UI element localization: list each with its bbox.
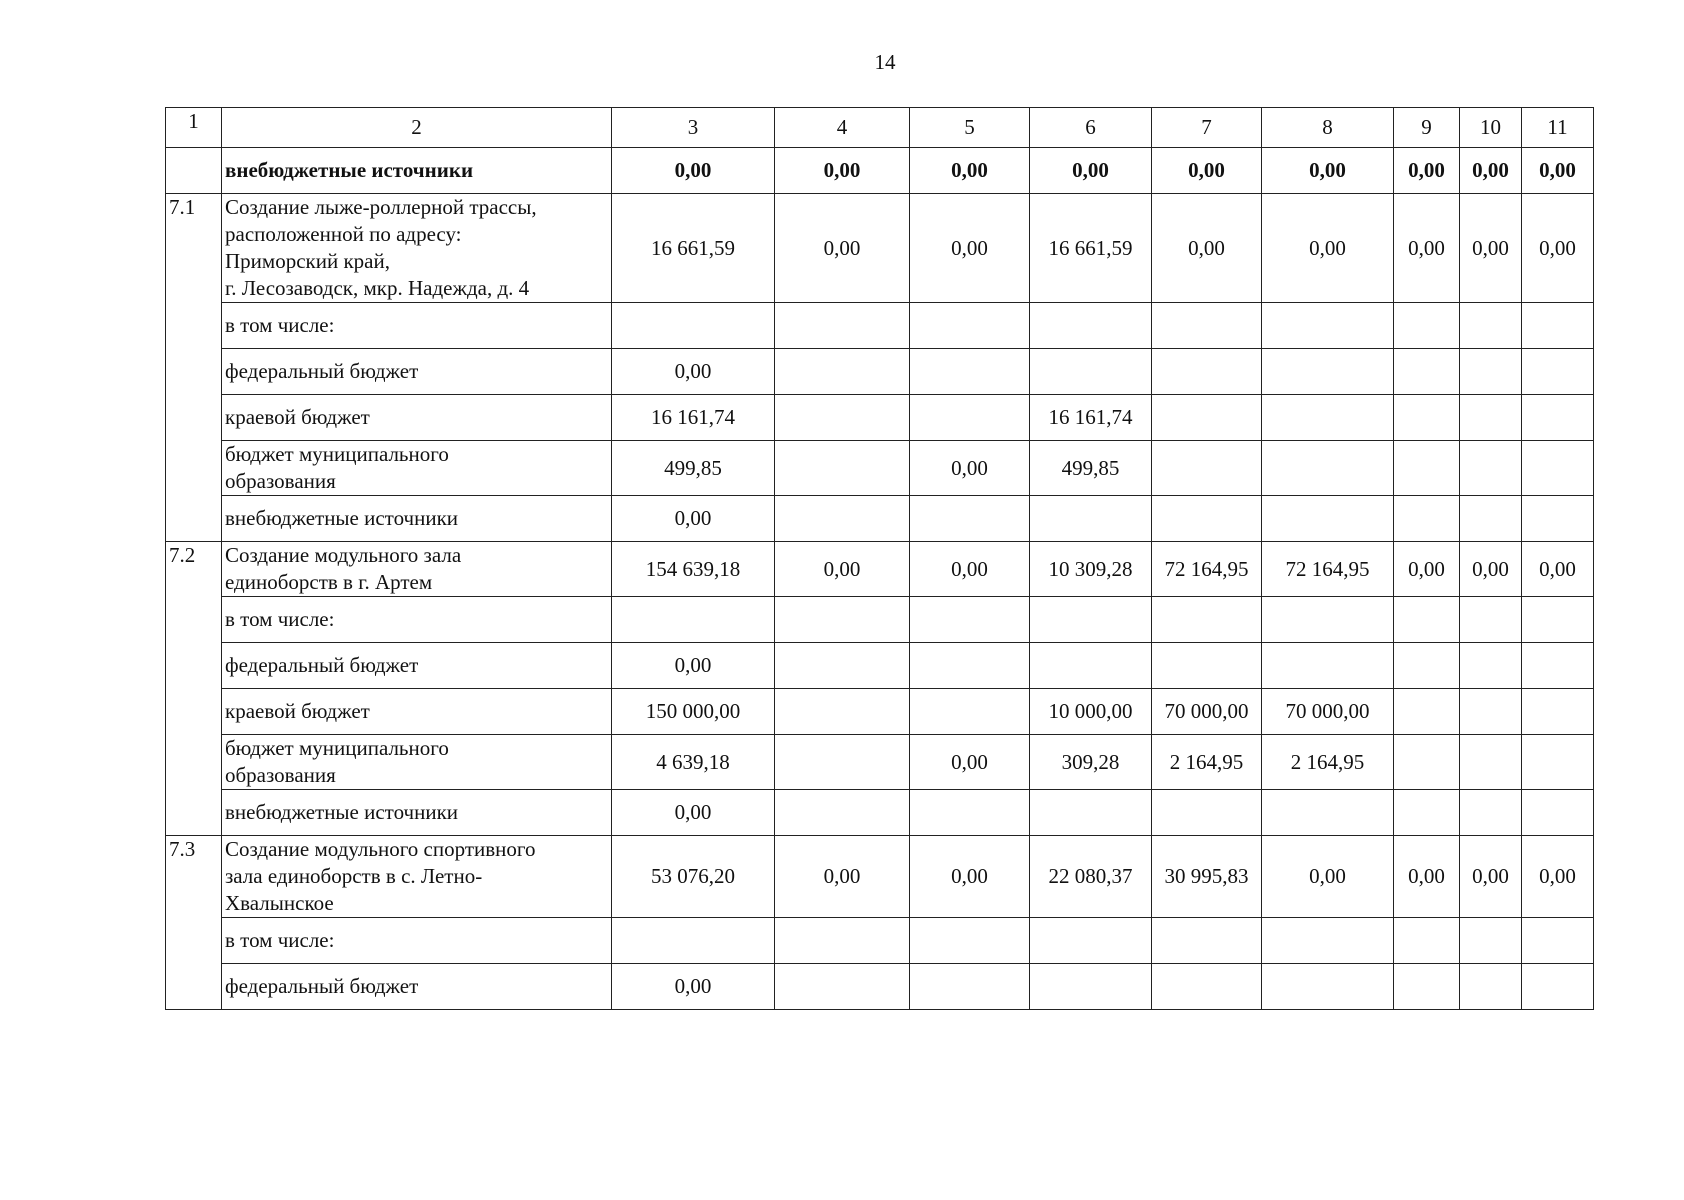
value-cell [775,441,910,496]
value-cell [1522,689,1594,735]
value-cell [1394,395,1460,441]
cell-text-line: образования [225,469,336,493]
item-row [166,542,1594,597]
value-cell [1460,918,1522,964]
item-row [166,194,1594,303]
value-cell: 0,00 [1262,836,1394,918]
value-cell [775,689,910,735]
value-cell: 0,00 [775,836,910,918]
table-row [166,148,1594,194]
cell-text-line: расположенной по адресу: [225,222,462,246]
value-cell [1030,597,1152,643]
value-cell: 0,00 [1460,836,1522,918]
sub-row [166,964,1594,1010]
sub-row [166,303,1594,349]
cell-text-line: в том числе: [225,313,335,337]
value-cell [1460,790,1522,836]
value-cell [1262,790,1394,836]
value-cell [1262,964,1394,1010]
value-cell [910,496,1030,542]
cell-text-line: Хвалынское [225,891,334,915]
value-cell: 0,00 [1152,194,1262,303]
value-cell: 0,00 [775,542,910,597]
value-cell: 0,00 [612,148,775,194]
value-cell [1394,441,1460,496]
column-header: 1 [166,108,222,148]
cell-text-line: в том числе: [225,928,335,952]
value-cell [910,964,1030,1010]
value-cell [1460,643,1522,689]
value-cell [1030,349,1152,395]
value-cell [1262,597,1394,643]
column-header: 5 [910,108,1030,148]
sub-row [166,349,1594,395]
value-cell: 0,00 [1460,194,1522,303]
value-cell: 10 000,00 [1030,689,1152,735]
value-cell [1030,918,1152,964]
value-cell [1522,349,1594,395]
value-cell: 154 639,18 [612,542,775,597]
item-name [222,194,612,303]
value-cell [1522,496,1594,542]
cell-text-line: краевой бюджет [225,699,370,723]
value-cell [910,790,1030,836]
value-cell [1460,349,1522,395]
cell-text-line: Создание лыже-роллерной трассы, [225,195,537,219]
value-cell [775,735,910,790]
value-cell [775,790,910,836]
value-cell [910,689,1030,735]
value-cell: 70 000,00 [1262,689,1394,735]
value-cell [1262,496,1394,542]
header-row [166,108,1594,148]
value-cell [1262,918,1394,964]
cell-text-line: внебюджетные источники [225,506,459,530]
value-cell [1522,964,1594,1010]
value-cell [1522,303,1594,349]
value-cell [1394,964,1460,1010]
item-row [166,836,1594,918]
sub-row [166,496,1594,542]
value-cell [1152,790,1262,836]
value-cell [1152,349,1262,395]
sub-row [166,643,1594,689]
sub-row [166,790,1594,836]
value-cell [1030,790,1152,836]
cell-text-line: краевой бюджет [225,405,370,429]
sub-row-label [222,735,612,790]
value-cell [1394,689,1460,735]
sub-row-label [222,395,612,441]
sub-row [166,597,1594,643]
item-number: 7.2 [166,542,222,836]
value-cell [910,349,1030,395]
value-cell: 0,00 [775,194,910,303]
value-cell [1152,918,1262,964]
value-cell [1522,790,1594,836]
cell-text-line: Создание модульного зала [225,543,462,567]
value-cell [1262,349,1394,395]
cell-text-line: федеральный бюджет [225,974,419,998]
value-cell [910,395,1030,441]
value-cell: 0,00 [1394,194,1460,303]
value-cell: 0,00 [1262,194,1394,303]
page-number: 14 [874,50,896,74]
item-name [222,836,612,918]
cell-text-line: г. Лесозаводск, мкр. Надежда, д. 4 [225,276,530,300]
value-cell [1152,303,1262,349]
item-number: 7.3 [166,836,222,1010]
sub-row-label [222,496,612,542]
cell-text-line: образования [225,763,336,787]
sub-row-label [222,964,612,1010]
value-cell [775,964,910,1010]
value-cell [1394,349,1460,395]
column-header: 9 [1394,108,1460,148]
value-cell: 0,00 [1394,542,1460,597]
value-cell [775,597,910,643]
row-label: внебюджетные источники [222,148,612,194]
value-cell [1394,735,1460,790]
value-cell: 0,00 [1460,542,1522,597]
value-cell [1460,496,1522,542]
value-cell: 0,00 [1522,542,1594,597]
value-cell: 0,00 [1460,148,1522,194]
value-cell [1394,303,1460,349]
cell-text-line: федеральный бюджет [225,653,419,677]
value-cell [1030,303,1152,349]
value-cell: 0,00 [910,148,1030,194]
value-cell: 0,00 [612,643,775,689]
item-name [222,542,612,597]
value-cell [910,597,1030,643]
value-cell [1460,735,1522,790]
sub-row-label [222,918,612,964]
value-cell: 0,00 [612,496,775,542]
sub-row [166,735,1594,790]
value-cell: 0,00 [1522,194,1594,303]
value-cell: 0,00 [910,441,1030,496]
sub-row [166,441,1594,496]
column-header: 3 [612,108,775,148]
budget-table [165,107,1594,1010]
value-cell [1152,441,1262,496]
sub-row-label [222,689,612,735]
value-cell [1522,643,1594,689]
value-cell: 16 161,74 [612,395,775,441]
value-cell [1394,496,1460,542]
value-cell [1262,303,1394,349]
row-number-cell [166,148,222,194]
value-cell [910,918,1030,964]
column-header: 10 [1460,108,1522,148]
column-header: 6 [1030,108,1152,148]
value-cell: 0,00 [910,735,1030,790]
value-cell [1460,441,1522,496]
value-cell [1262,643,1394,689]
value-cell: 0,00 [612,790,775,836]
value-cell [1522,735,1594,790]
value-cell: 499,85 [612,441,775,496]
value-cell [910,643,1030,689]
cell-text-line: единоборств в г. Артем [225,570,433,594]
value-cell: 0,00 [612,349,775,395]
value-cell: 4 639,18 [612,735,775,790]
cell-text-line: федеральный бюджет [225,359,419,383]
column-header: 7 [1152,108,1262,148]
value-cell: 72 164,95 [1152,542,1262,597]
value-cell: 0,00 [775,148,910,194]
value-cell [1152,597,1262,643]
value-cell [775,395,910,441]
value-cell [1394,918,1460,964]
value-cell [775,643,910,689]
value-cell [1522,918,1594,964]
cell-text-line: Приморский край, [225,249,390,273]
value-cell: 30 995,83 [1152,836,1262,918]
sub-row-label [222,349,612,395]
value-cell: 16 661,59 [612,194,775,303]
value-cell: 0,00 [910,542,1030,597]
value-cell: 0,00 [1152,148,1262,194]
value-cell: 0,00 [910,836,1030,918]
value-cell: 16 161,74 [1030,395,1152,441]
value-cell: 0,00 [1394,148,1460,194]
item-number: 7.1 [166,194,222,542]
cell-text-line: бюджет муниципального [225,736,449,760]
value-cell: 0,00 [910,194,1030,303]
value-cell [1152,643,1262,689]
value-cell: 2 164,95 [1262,735,1394,790]
value-cell [1394,597,1460,643]
sub-row-label [222,303,612,349]
value-cell: 0,00 [1522,836,1594,918]
value-cell [1460,395,1522,441]
value-cell: 10 309,28 [1030,542,1152,597]
value-cell [612,918,775,964]
value-cell [1030,643,1152,689]
value-cell [1394,643,1460,689]
value-cell: 0,00 [1522,148,1594,194]
value-cell [1522,441,1594,496]
sub-row-label [222,643,612,689]
value-cell [1030,964,1152,1010]
value-cell: 499,85 [1030,441,1152,496]
value-cell [1460,964,1522,1010]
column-header: 2 [222,108,612,148]
value-cell [775,496,910,542]
value-cell [775,349,910,395]
value-cell: 150 000,00 [612,689,775,735]
value-cell [1522,395,1594,441]
value-cell [1394,790,1460,836]
value-cell: 309,28 [1030,735,1152,790]
value-cell [910,303,1030,349]
value-cell: 2 164,95 [1152,735,1262,790]
value-cell [775,303,910,349]
cell-text-line: бюджет муниципального [225,442,449,466]
value-cell [1152,496,1262,542]
value-cell: 0,00 [1394,836,1460,918]
value-cell [1460,303,1522,349]
cell-text-line: зала единоборств в с. Летно- [225,864,483,888]
column-header: 4 [775,108,910,148]
column-header: 8 [1262,108,1394,148]
value-cell [1030,496,1152,542]
sub-row-label [222,597,612,643]
value-cell [612,597,775,643]
value-cell [1152,964,1262,1010]
value-cell: 0,00 [612,964,775,1010]
value-cell [1460,689,1522,735]
value-cell [1522,597,1594,643]
sub-row-label [222,790,612,836]
value-cell [1262,441,1394,496]
value-cell: 22 080,37 [1030,836,1152,918]
sub-row [166,395,1594,441]
value-cell: 16 661,59 [1030,194,1152,303]
column-header: 11 [1522,108,1594,148]
cell-text-line: в том числе: [225,607,335,631]
sub-row-label [222,441,612,496]
value-cell: 0,00 [1262,148,1394,194]
value-cell: 70 000,00 [1152,689,1262,735]
sub-row [166,918,1594,964]
cell-text-line: Создание модульного спортивного [225,837,536,861]
value-cell: 53 076,20 [612,836,775,918]
value-cell [1460,597,1522,643]
cell-text-line: внебюджетные источники [225,800,459,824]
value-cell: 72 164,95 [1262,542,1394,597]
value-cell: 0,00 [1030,148,1152,194]
sub-row [166,689,1594,735]
value-cell [1152,395,1262,441]
value-cell [1262,395,1394,441]
value-cell [775,918,910,964]
value-cell [612,303,775,349]
